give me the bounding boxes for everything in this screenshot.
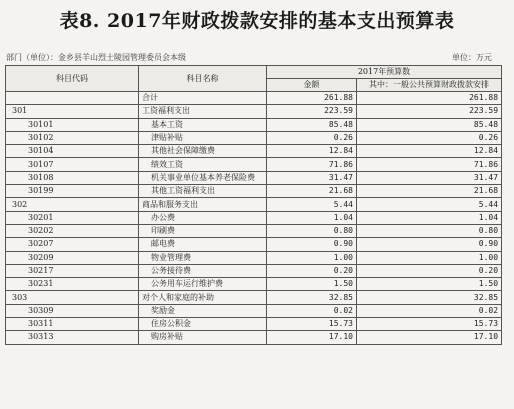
row-code: 30108 [6, 171, 139, 184]
row-name: 其他社会保障缴费 [139, 145, 267, 158]
row-code: 30313 [6, 331, 139, 344]
table-row [6, 158, 502, 171]
row-general: 15.73 [357, 318, 502, 331]
row-name: 购房补贴 [139, 331, 267, 344]
row-name: 对个人和家庭的补助 [139, 291, 267, 304]
row-amount: 31.47 [267, 171, 357, 184]
table-row [6, 118, 502, 131]
row-code: 30102 [6, 131, 139, 144]
table-row [6, 278, 502, 291]
row-amount: 261.88 [267, 92, 357, 105]
row-code: 30209 [6, 251, 139, 264]
row-name: 奖励金 [139, 304, 267, 317]
row-general: 85.48 [357, 118, 502, 131]
row-name: 机关事业单位基本养老保险费 [139, 171, 267, 184]
row-general: 0.80 [357, 224, 502, 237]
row-general: 261.88 [357, 92, 502, 105]
row-code: 30217 [6, 264, 139, 277]
header-budget-group: 2017年预算数 [267, 66, 502, 79]
table-row [6, 251, 502, 264]
row-general: 0.26 [357, 131, 502, 144]
table-row [6, 318, 502, 331]
row-amount: 0.26 [267, 131, 357, 144]
header-name: 科目名称 [139, 66, 267, 92]
row-code: 30311 [6, 318, 139, 331]
row-name: 邮电费 [139, 238, 267, 251]
row-general: 5.44 [357, 198, 502, 211]
row-name: 商品和服务支出 [139, 198, 267, 211]
row-name: 住房公积金 [139, 318, 267, 331]
row-general: 1.50 [357, 278, 502, 291]
table-row [6, 224, 502, 237]
row-general: 12.84 [357, 145, 502, 158]
table-body [6, 92, 502, 345]
row-amount: 1.50 [267, 278, 357, 291]
row-name: 基本工资 [139, 118, 267, 131]
row-code: 30101 [6, 118, 139, 131]
row-code: 302 [6, 198, 139, 211]
row-general: 0.02 [357, 304, 502, 317]
row-amount: 0.80 [267, 224, 357, 237]
row-name: 工资福利支出 [139, 105, 267, 118]
table-row [6, 331, 502, 344]
row-name: 津贴补贴 [139, 131, 267, 144]
table-row [6, 171, 502, 184]
header-amount: 金额 [267, 79, 357, 92]
row-code: 30202 [6, 224, 139, 237]
row-code: 30107 [6, 158, 139, 171]
row-general: 31.47 [357, 171, 502, 184]
row-name: 物业管理费 [139, 251, 267, 264]
table-row [6, 105, 502, 118]
row-amount: 21.68 [267, 185, 357, 198]
row-name: 印刷费 [139, 224, 267, 237]
row-code: 30309 [6, 304, 139, 317]
table-row [6, 131, 502, 144]
row-name: 绩效工资 [139, 158, 267, 171]
row-amount: 15.73 [267, 318, 357, 331]
row-general: 0.20 [357, 264, 502, 277]
table-row [6, 238, 502, 251]
row-general: 71.86 [357, 158, 502, 171]
row-amount: 5.44 [267, 198, 357, 211]
row-general: 1.04 [357, 211, 502, 224]
row-amount: 0.90 [267, 238, 357, 251]
table-row [6, 145, 502, 158]
row-code: 30104 [6, 145, 139, 158]
table-row [6, 198, 502, 211]
row-general: 21.68 [357, 185, 502, 198]
row-general: 17.10 [357, 331, 502, 344]
table-row [6, 291, 502, 304]
table-row [6, 185, 502, 198]
row-general: 223.59 [357, 105, 502, 118]
budget-table [5, 65, 502, 345]
row-code: 30207 [6, 238, 139, 251]
row-code: 30199 [6, 185, 139, 198]
header-general: 其中：一般公共预算财政拨款安排 [357, 79, 502, 92]
row-amount: 223.59 [267, 105, 357, 118]
table-row [6, 264, 502, 277]
table-row [6, 92, 502, 105]
row-name: 办公费 [139, 211, 267, 224]
row-general: 1.00 [357, 251, 502, 264]
row-code: 301 [6, 105, 139, 118]
header-code: 科目代码 [6, 66, 139, 92]
row-amount: 1.00 [267, 251, 357, 264]
row-amount: 17.10 [267, 331, 357, 344]
row-name: 公务接待费 [139, 264, 267, 277]
unit-label: 单位：万元 [452, 53, 492, 62]
row-general: 0.90 [357, 238, 502, 251]
table-row [6, 304, 502, 317]
department-label: 部门（单位）：金乡县羊山烈士陵园管理委员会本级 [6, 53, 186, 62]
row-amount: 1.04 [267, 211, 357, 224]
row-amount: 0.20 [267, 264, 357, 277]
row-name: 公务用车运行维护费 [139, 278, 267, 291]
table-row [6, 211, 502, 224]
row-amount: 0.02 [267, 304, 357, 317]
row-name: 合计 [139, 92, 267, 105]
row-code [6, 92, 139, 105]
row-general: 32.85 [357, 291, 502, 304]
row-amount: 12.84 [267, 145, 357, 158]
page-title: 表8. 2017年财政拨款安排的基本支出预算表 [59, 10, 455, 32]
row-code: 30201 [6, 211, 139, 224]
row-amount: 32.85 [267, 291, 357, 304]
row-code: 30231 [6, 278, 139, 291]
row-name: 其他工资福利支出 [139, 185, 267, 198]
row-code: 303 [6, 291, 139, 304]
row-amount: 85.48 [267, 118, 357, 131]
row-amount: 71.86 [267, 158, 357, 171]
